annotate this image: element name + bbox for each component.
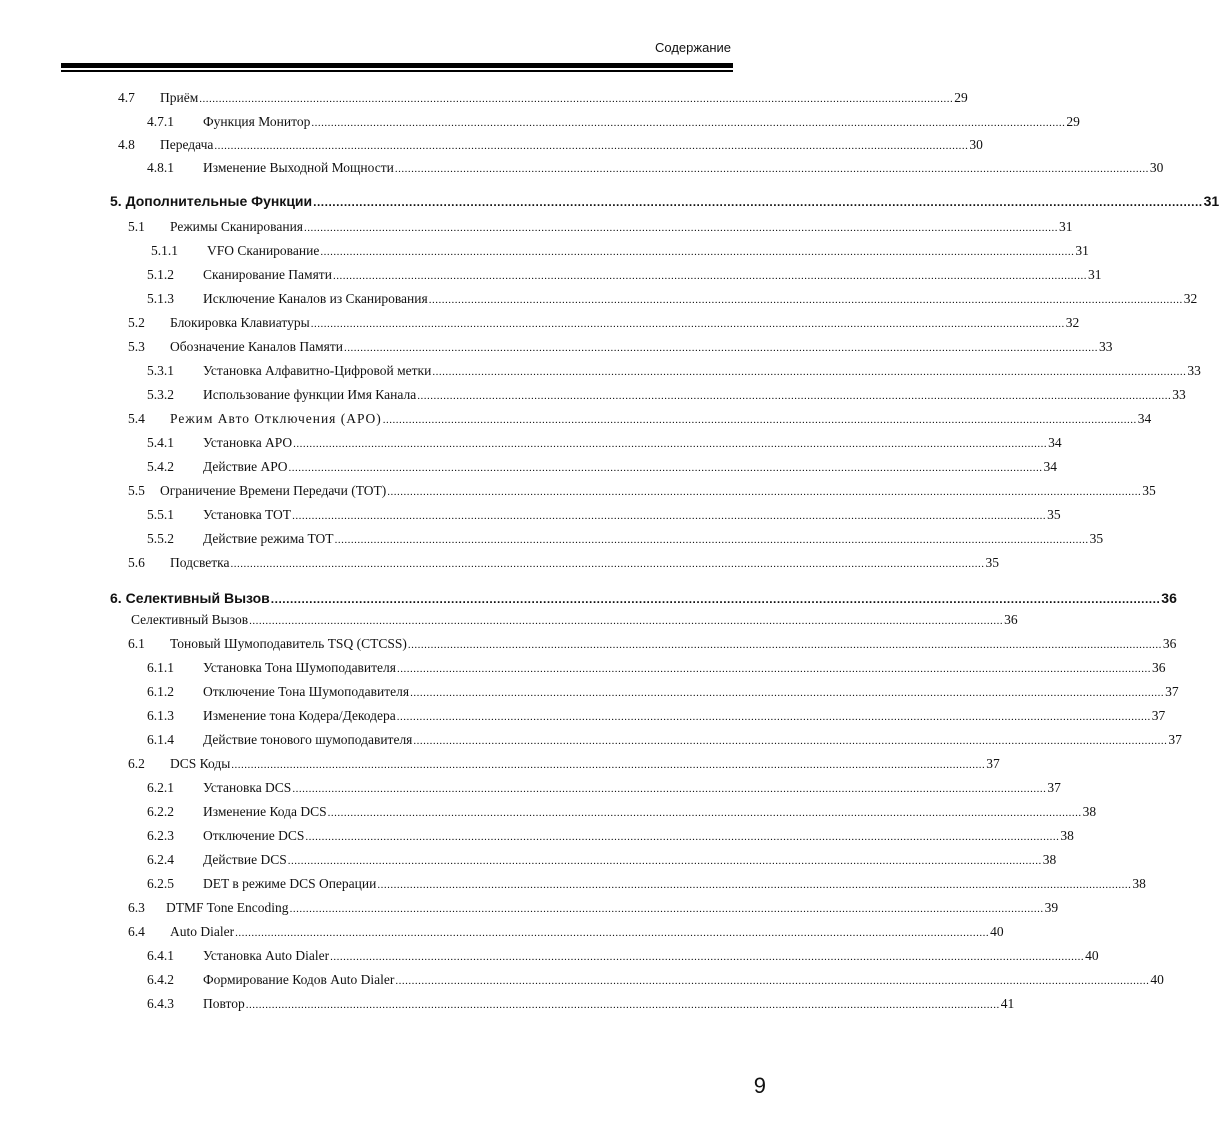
toc-leader-dots: ........................................................................................................................................................................................................................................ bbox=[199, 93, 954, 105]
toc-entry-page: 40 bbox=[1150, 972, 1164, 987]
toc-entry-page: 36 bbox=[1162, 636, 1177, 651]
toc-entry-page: 33 bbox=[1187, 363, 1201, 378]
toc-entry-page: 35 bbox=[985, 555, 1000, 570]
toc-entry[interactable] bbox=[147, 828, 1074, 846]
toc-leader-dots: ........................................................................................................................................................................................................................................ bbox=[270, 592, 1161, 606]
toc-leader-dots: ........................................................................................................................................................................................................................................ bbox=[377, 879, 1132, 891]
toc-leader-dots: ........................................................................................................................................................................................................................................ bbox=[432, 366, 1187, 378]
toc-chapter-title: Дополнительные Функции bbox=[125, 193, 313, 209]
toc-leader-dots: ........................................................................................................................................................................................................................................ bbox=[289, 903, 1044, 915]
toc-entry-title: DTMF Tone Encoding bbox=[166, 900, 289, 915]
toc-entry-title: VFO Сканирование bbox=[207, 243, 320, 258]
toc-entry[interactable] bbox=[128, 924, 1004, 942]
toc-entry-number: 5.1 bbox=[128, 219, 145, 234]
toc-leader-dots: ........................................................................................................................................................................................................................................ bbox=[413, 735, 1168, 747]
toc-entry-page: 38 bbox=[1082, 804, 1097, 819]
toc-leader-dots: ........................................................................................................................................................................................................................................ bbox=[327, 807, 1082, 819]
toc-leader-dots: ........................................................................................................................................................................................................................................ bbox=[292, 783, 1047, 795]
toc-entry-number: 5.1.1 bbox=[151, 243, 178, 258]
toc-leader-dots: ........................................................................................................................................................................................................................................ bbox=[407, 639, 1162, 651]
toc-entry-number: 6.3 bbox=[128, 900, 145, 915]
toc-leader-dots: ........................................................................................................................................................................................................................................ bbox=[293, 438, 1048, 450]
toc-entry-page: 31 bbox=[1087, 267, 1102, 282]
toc-entry[interactable] bbox=[128, 612, 1018, 630]
toc-entry[interactable] bbox=[147, 160, 1164, 178]
toc-entry-title: Изменение тона Кодера/Декодера bbox=[203, 708, 396, 723]
toc-entry-page: 31 bbox=[1075, 243, 1089, 258]
toc-leader-dots: ........................................................................................................................................................................................................................................ bbox=[382, 414, 1137, 426]
toc-entry-number: 6.2 bbox=[128, 756, 145, 771]
toc-entry-page: 34 bbox=[1137, 411, 1152, 426]
toc-leader-dots: ........................................................................................................................................................................................................................................ bbox=[395, 975, 1150, 987]
toc-leader-dots: ........................................................................................................................................................................................................................................ bbox=[245, 999, 1000, 1011]
toc-chapter-title: Селективный Вызов bbox=[125, 590, 270, 606]
toc-entry-title: Селективный Вызов bbox=[131, 612, 249, 627]
toc-entry-number: 5.4.2 bbox=[147, 459, 174, 474]
toc-entry[interactable] bbox=[147, 876, 1146, 894]
toc-entry-page: 35 bbox=[1089, 531, 1104, 546]
toc-entry[interactable] bbox=[147, 780, 1061, 798]
toc-leader-dots: ........................................................................................................................................................................................................................................ bbox=[320, 246, 1075, 258]
toc-entry-number: 5.6 bbox=[128, 555, 145, 570]
toc-chapter-page: 36 bbox=[1161, 590, 1177, 606]
toc-entry-page: 34 bbox=[1048, 435, 1062, 450]
toc-entry-page: 39 bbox=[1044, 900, 1059, 915]
toc-entry-number: 6.2.5 bbox=[147, 876, 174, 891]
toc-entry-title: Установка DCS bbox=[203, 780, 292, 795]
toc-entry-number: 6.4.1 bbox=[147, 948, 174, 963]
toc-entry-title: Установка TOT bbox=[203, 507, 292, 522]
toc-leader-dots: ........................................................................................................................................................................................................................................ bbox=[214, 140, 969, 152]
toc-entry[interactable] bbox=[118, 90, 968, 108]
toc-entry-number: 5.3 bbox=[128, 339, 145, 354]
toc-entry[interactable] bbox=[128, 219, 1073, 237]
toc-entry-number: 6.1.4 bbox=[147, 732, 174, 747]
toc-entry[interactable] bbox=[147, 114, 1080, 132]
toc-entry-title: Установка Тона Шумоподавителя bbox=[203, 660, 396, 675]
toc-leader-dots: ........................................................................................................................................................................................................................................ bbox=[304, 222, 1059, 234]
toc-leader-dots: ........................................................................................................................................................................................................................................ bbox=[249, 615, 1004, 627]
toc-entry-title: Приём bbox=[160, 90, 199, 105]
toc-entry-page: 40 bbox=[1085, 948, 1099, 963]
toc-entry[interactable] bbox=[147, 732, 1182, 750]
toc-entry[interactable] bbox=[128, 411, 1152, 429]
toc-leader-dots: ........................................................................................................................................................................................................................................ bbox=[230, 558, 985, 570]
toc-entry-title: DET в режиме DCS Операции bbox=[203, 876, 377, 891]
toc-entry-number: 5.1.3 bbox=[147, 291, 174, 306]
toc-entry-title: Тоновый Шумоподавитель TSQ (CTCSS) bbox=[170, 636, 407, 651]
toc-entry-page: 38 bbox=[1132, 876, 1146, 891]
toc-leader-dots: ........................................................................................................................................................................................................................................ bbox=[410, 687, 1165, 699]
toc-entry-title: Режимы Сканирования bbox=[170, 219, 304, 234]
toc-leader-dots: ........................................................................................................................................................................................................................................ bbox=[396, 711, 1151, 723]
toc-entry[interactable] bbox=[118, 137, 983, 155]
toc-entry-title: Передача bbox=[160, 137, 214, 152]
toc-leader-dots: ........................................................................................................................................................................................................................................ bbox=[287, 855, 1042, 867]
toc-entry-page: 33 bbox=[1098, 339, 1113, 354]
toc-entry-title: Режим Авто Отключения (APO) bbox=[170, 411, 382, 426]
toc-entry-page: 38 bbox=[1060, 828, 1074, 843]
toc-leader-dots: ........................................................................................................................................................................................................................................ bbox=[311, 117, 1066, 129]
header-title: Содержание bbox=[655, 40, 731, 55]
toc-leader-dots: ........................................................................................................................................................................................................................................ bbox=[397, 663, 1151, 675]
toc-entry[interactable] bbox=[151, 243, 1089, 261]
toc-entry-number: 6.2.2 bbox=[147, 804, 174, 819]
toc-leader-dots: ........................................................................................................................................................................................................................................ bbox=[387, 486, 1142, 498]
toc-entry-title: Использование функции Имя Канала bbox=[203, 387, 417, 402]
toc-leader-dots: ........................................................................................................................................................................................................................................ bbox=[394, 163, 1149, 175]
toc-entry-number: 4.7.1 bbox=[147, 114, 174, 129]
toc-leader-dots: ........................................................................................................................................................................................................................................ bbox=[343, 342, 1098, 354]
toc-entry-number: 4.7 bbox=[118, 90, 135, 105]
toc-entry-number: 6.4.2 bbox=[147, 972, 174, 987]
toc-entry-number: 6.4 bbox=[128, 924, 145, 939]
toc-entry-page: 36 bbox=[1152, 660, 1166, 675]
toc-entry-title: Повтор bbox=[203, 996, 245, 1011]
toc-entry[interactable] bbox=[147, 531, 1104, 549]
toc-entry-page: 37 bbox=[1168, 732, 1182, 747]
toc-entry-title: Исключение Каналов из Сканирования bbox=[203, 291, 428, 306]
toc-entry-page: 37 bbox=[1047, 780, 1061, 795]
page-number: 9 bbox=[753, 1073, 766, 1098]
toc-entry[interactable] bbox=[147, 507, 1061, 525]
toc-entry[interactable] bbox=[128, 315, 1080, 333]
toc-chapter-number: 5. bbox=[110, 193, 122, 209]
toc-entry-number: 5.3.1 bbox=[147, 363, 174, 378]
toc-entry-title: Изменение Выходной Мощности bbox=[203, 160, 394, 175]
toc-entry-number: 6.1.1 bbox=[147, 660, 174, 675]
toc-leader-dots: ........................................................................................................................................................................................................................................ bbox=[428, 294, 1183, 306]
toc-entry-number: 6.1.2 bbox=[147, 684, 174, 699]
toc-entry-title: Установка Алфавитно-Цифровой метки bbox=[203, 363, 432, 378]
toc-entry-number: 5.4.1 bbox=[147, 435, 174, 450]
toc-entry-title: Отключение DCS bbox=[203, 828, 305, 843]
toc-entry[interactable] bbox=[147, 363, 1201, 381]
toc-entry[interactable] bbox=[147, 291, 1198, 309]
toc-entry-title: Обозначение Каналов Памяти bbox=[170, 339, 343, 354]
toc-leader-dots: ........................................................................................................................................................................................................................................ bbox=[310, 318, 1065, 330]
toc-entry-page: 37 bbox=[986, 756, 1000, 771]
toc-entry-number: 5.5.2 bbox=[147, 531, 174, 546]
toc-entry-page: 37 bbox=[1165, 684, 1179, 699]
toc-entry-number: 5.5.1 bbox=[147, 507, 174, 522]
toc-entry[interactable] bbox=[147, 435, 1062, 453]
toc-entry-title: Ограничение Времени Передачи (TOT) bbox=[160, 483, 387, 498]
toc-chapter[interactable] bbox=[110, 193, 1219, 211]
toc-entry[interactable] bbox=[147, 267, 1102, 285]
toc-entry[interactable] bbox=[147, 387, 1186, 405]
toc-entry-title: Действие тонового шумоподавителя bbox=[203, 732, 413, 747]
toc-entry-title: Сканирование Памяти bbox=[203, 267, 332, 282]
toc-entry-page: 38 bbox=[1042, 852, 1057, 867]
toc-entry-number: 4.8 bbox=[118, 137, 135, 152]
toc-chapter-page: 31 bbox=[1203, 193, 1219, 209]
toc-entry-number: 6.2.4 bbox=[147, 852, 174, 867]
toc-entry[interactable] bbox=[147, 684, 1179, 702]
toc-entry-number: 5.5 bbox=[128, 483, 145, 498]
toc-entry-number: 4.8.1 bbox=[147, 160, 174, 175]
toc-entry[interactable] bbox=[128, 900, 1059, 918]
toc-leader-dots: ........................................................................................................................................................................................................................................ bbox=[288, 462, 1043, 474]
toc-entry-page: 29 bbox=[954, 90, 968, 105]
toc-leader-dots: ........................................................................................................................................................................................................................................ bbox=[231, 759, 986, 771]
toc-entry-title: Действие режима TOT bbox=[203, 531, 334, 546]
toc-chapter[interactable] bbox=[110, 590, 1177, 608]
toc-entry-page: 29 bbox=[1066, 114, 1080, 129]
toc-entry-page: 31 bbox=[1059, 219, 1073, 234]
toc-entry-page: 33 bbox=[1172, 387, 1186, 402]
toc-entry[interactable] bbox=[128, 555, 1000, 573]
toc-entry-title: Установка Auto Dialer bbox=[203, 948, 330, 963]
toc-entry-page: 30 bbox=[1149, 160, 1164, 175]
toc-entry-number: 6.2.1 bbox=[147, 780, 174, 795]
toc-leader-dots: ........................................................................................................................................................................................................................................ bbox=[235, 927, 990, 939]
toc-entry-title: Действие DCS bbox=[203, 852, 287, 867]
toc-entry[interactable] bbox=[147, 948, 1099, 966]
toc-entry[interactable] bbox=[128, 756, 1000, 774]
toc-entry-page: 36 bbox=[1004, 612, 1018, 627]
toc-leader-dots: ........................................................................................................................................................................................................................................ bbox=[313, 195, 1203, 209]
toc-entry-title: Установка APO bbox=[203, 435, 293, 450]
toc-entry[interactable] bbox=[147, 708, 1166, 726]
toc-entry-number: 6.2.3 bbox=[147, 828, 174, 843]
toc-entry[interactable] bbox=[147, 660, 1166, 678]
toc-entry-number: 5.1.2 bbox=[147, 267, 174, 282]
toc-entry[interactable] bbox=[147, 804, 1097, 822]
toc-entry[interactable] bbox=[147, 996, 1015, 1014]
toc-entry-title: Изменение Кода DCS bbox=[203, 804, 327, 819]
toc-entry-title: Отключение Тона Шумоподавителя bbox=[203, 684, 410, 699]
toc-entry-page: 41 bbox=[1000, 996, 1015, 1011]
toc-entry[interactable] bbox=[128, 636, 1177, 654]
toc-entry-number: 6.1 bbox=[128, 636, 145, 651]
toc-entry-number: 6.1.3 bbox=[147, 708, 174, 723]
toc-leader-dots: ........................................................................................................................................................................................................................................ bbox=[332, 270, 1087, 282]
toc-entry[interactable] bbox=[147, 972, 1164, 990]
toc-leader-dots: ........................................................................................................................................................................................................................................ bbox=[334, 534, 1089, 546]
toc-entry-title: Функция Монитор bbox=[203, 114, 311, 129]
toc-entry-page: 34 bbox=[1043, 459, 1057, 474]
toc-entry-number: 5.2 bbox=[128, 315, 145, 330]
toc-entry[interactable] bbox=[128, 339, 1113, 357]
toc-entry-title: Блокировка Клавиатуры bbox=[170, 315, 310, 330]
toc-leader-dots: ........................................................................................................................................................................................................................................ bbox=[292, 510, 1047, 522]
toc-entry-page: 32 bbox=[1065, 315, 1080, 330]
toc-entry-page: 35 bbox=[1142, 483, 1156, 498]
toc-entry-page: 40 bbox=[990, 924, 1004, 939]
toc-entry-page: 37 bbox=[1151, 708, 1166, 723]
toc-leader-dots: ........................................................................................................................................................................................................................................ bbox=[417, 390, 1172, 402]
toc-chapter-number: 6. bbox=[110, 590, 122, 606]
toc-leader-dots: ........................................................................................................................................................................................................................................ bbox=[305, 831, 1060, 843]
toc-entry-number: 5.4 bbox=[128, 411, 145, 426]
toc-entry-title: Подсветка bbox=[170, 555, 230, 570]
toc-entry-number: 6.4.3 bbox=[147, 996, 174, 1011]
toc-entry[interactable] bbox=[128, 483, 1156, 501]
toc-entry-title: DCS Коды bbox=[170, 756, 231, 771]
toc-entry-title: Действие APO bbox=[203, 459, 288, 474]
toc-entry-page: 30 bbox=[969, 137, 983, 152]
toc-entry-page: 35 bbox=[1047, 507, 1061, 522]
toc-entry-title: Auto Dialer bbox=[170, 924, 235, 939]
toc-entry[interactable] bbox=[147, 852, 1057, 870]
toc-entry-page: 32 bbox=[1183, 291, 1198, 306]
toc-entry-title: Формирование Кодов Auto Dialer bbox=[203, 972, 395, 987]
toc-entry[interactable] bbox=[147, 459, 1057, 477]
toc-entry-number: 5.3.2 bbox=[147, 387, 174, 402]
toc-leader-dots: ........................................................................................................................................................................................................................................ bbox=[330, 951, 1085, 963]
